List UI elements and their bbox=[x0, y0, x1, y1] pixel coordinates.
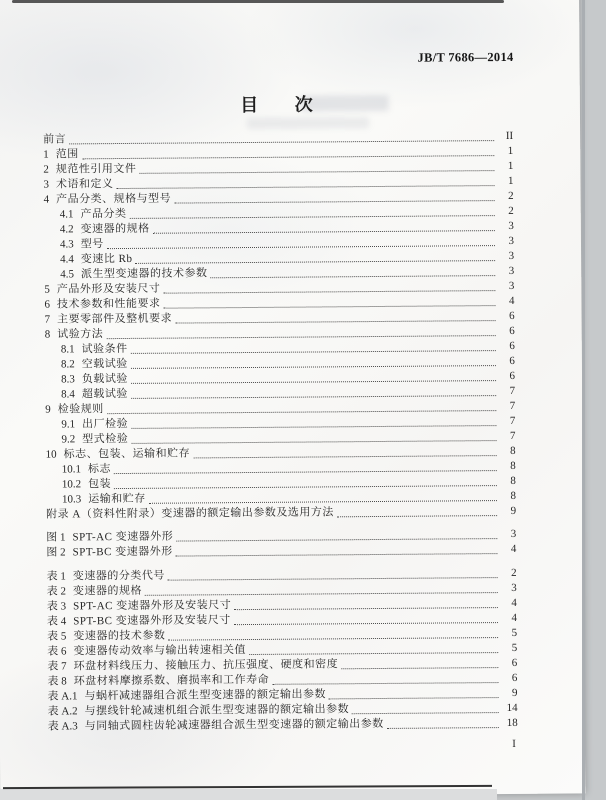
entry-label: 变速器的技术参数 bbox=[73, 629, 166, 643]
entry-label: 空载试验 bbox=[81, 357, 128, 371]
entry-number: 表 2 bbox=[46, 585, 67, 598]
entry-page-number: 6 bbox=[509, 354, 515, 367]
entry-label: SPT-BC 变速器外形 bbox=[72, 545, 173, 559]
dot-leader bbox=[153, 230, 495, 234]
dot-leader bbox=[249, 652, 498, 655]
entry-label: 环盘材料摩擦系数、磨损率和工作寿命 bbox=[73, 673, 270, 688]
entry-label: SPT-BC 变速器外形及安装尺寸 bbox=[73, 614, 231, 628]
entry-number: 9.1 bbox=[61, 418, 76, 431]
scan-edge-line-top bbox=[12, 0, 504, 3]
entry-number: 2 bbox=[43, 163, 49, 176]
entry-label: 包装 bbox=[88, 478, 112, 491]
dot-leader bbox=[107, 410, 496, 414]
table-of-contents bbox=[43, 129, 518, 754]
entry-page-number: 3 bbox=[508, 219, 514, 232]
entry-number: 图 1 bbox=[46, 531, 66, 544]
entry-page-number: 6 bbox=[509, 324, 515, 337]
entry-page-number: 7 bbox=[509, 399, 516, 412]
entry-label: 变速器传动效率与输出转速相关值 bbox=[73, 644, 246, 658]
entry-page-number: 3 bbox=[508, 234, 515, 247]
dot-leader bbox=[163, 290, 495, 294]
entry-label: 变速器的分类代号 bbox=[72, 569, 165, 583]
entry-label: 环盘材料线压力、接触压力、抗压强度、硬度和密度 bbox=[73, 658, 339, 673]
entry-label: 检验规则 bbox=[57, 403, 104, 416]
dot-leader bbox=[210, 275, 495, 278]
entry-number: 表 4 bbox=[46, 615, 67, 628]
entry-page-number: 4 bbox=[510, 542, 517, 555]
toc-main-list bbox=[43, 129, 516, 523]
entry-page-number: 6 bbox=[509, 369, 516, 382]
entry-label: SPT-AC 变速器外形 bbox=[72, 530, 174, 544]
entry-number: 8 bbox=[44, 328, 51, 341]
dot-leader bbox=[234, 607, 498, 610]
entry-page-number: 5 bbox=[511, 641, 518, 654]
entry-label: 技术参数和性能要求 bbox=[56, 297, 161, 311]
entry-number: 5 bbox=[44, 283, 50, 296]
entry-page-number: 8 bbox=[510, 489, 517, 502]
dot-leader bbox=[352, 712, 499, 714]
entry-label: 主要零部件及整机要求 bbox=[57, 312, 173, 326]
entry-label: 标志、包装、运输和贮存 bbox=[63, 447, 191, 461]
entry-page-number: 1 bbox=[507, 159, 514, 172]
dot-leader bbox=[234, 622, 498, 625]
entry-page-number: 6 bbox=[509, 339, 515, 352]
entry-number: 3 bbox=[43, 178, 50, 191]
entry-number: 8.2 bbox=[60, 358, 75, 371]
entry-page-number: 18 bbox=[506, 716, 518, 729]
toc-entry bbox=[46, 542, 516, 561]
entry-page-number: 6 bbox=[511, 656, 518, 669]
entry-number: 表 A.1 bbox=[47, 690, 78, 703]
entry-label: 术语和定义 bbox=[55, 178, 114, 191]
entry-number: 4.2 bbox=[59, 223, 74, 236]
scan-background-strip-bottom bbox=[0, 789, 497, 800]
dot-leader bbox=[272, 682, 498, 685]
entry-label: 附录 A（资料性附录）变速器的额定输出参数及选用方法 bbox=[46, 506, 334, 521]
entry-label: 派生型变速器的技术参数 bbox=[80, 267, 208, 281]
entry-number: 4 bbox=[43, 193, 50, 206]
entry-number: 8.1 bbox=[60, 343, 75, 356]
dot-leader bbox=[149, 500, 497, 504]
entry-label: 规范性引用文件 bbox=[55, 162, 137, 176]
entry-number: 6 bbox=[44, 298, 51, 311]
entry-number: 图 2 bbox=[46, 546, 66, 559]
dot-leader bbox=[145, 592, 498, 596]
entry-page-number: 1 bbox=[507, 144, 514, 157]
entry-page-number: 3 bbox=[508, 264, 515, 277]
dot-leader bbox=[387, 727, 499, 729]
entry-page-number: 14 bbox=[506, 701, 518, 714]
entry-label: 负载试验 bbox=[81, 372, 128, 386]
standard-number: JB/T 7686—2014 bbox=[417, 49, 514, 65]
entry-page-number: 3 bbox=[511, 581, 517, 594]
entry-page-number: 4 bbox=[508, 294, 515, 307]
entry-number: 10 bbox=[45, 448, 57, 461]
entry-page-number: II bbox=[505, 129, 514, 142]
entry-label: 范围 bbox=[55, 148, 79, 161]
entry-page-number: 2 bbox=[511, 566, 517, 579]
entry-page-number: 7 bbox=[509, 384, 516, 397]
entry-number: 表 A.2 bbox=[47, 705, 78, 718]
entry-label: 与摆线针轮减速机组合派生型变速器的额定输出参数 bbox=[84, 703, 350, 718]
dot-leader bbox=[329, 697, 499, 699]
entry-page-number: 7 bbox=[509, 414, 516, 427]
entry-label: 产品分类 bbox=[80, 207, 127, 221]
dot-leader bbox=[175, 320, 495, 324]
entry-page-number: 8 bbox=[510, 474, 516, 487]
entry-page-number: 3 bbox=[510, 527, 517, 540]
entry-page-number: 2 bbox=[508, 204, 514, 217]
entry-number: 10.2 bbox=[61, 478, 82, 491]
entry-page-number: 8 bbox=[510, 459, 516, 472]
entry-label: 型号 bbox=[80, 238, 104, 251]
entry-page-number: 4 bbox=[511, 611, 517, 624]
toc-figures-list bbox=[46, 527, 516, 561]
dot-leader bbox=[114, 485, 497, 489]
dot-leader bbox=[168, 577, 498, 581]
dot-leader bbox=[341, 667, 498, 669]
entry-label: 与蜗杆减速器组合派生型变速器的额定输出参数 bbox=[84, 688, 327, 703]
entry-label: 超载试验 bbox=[81, 387, 128, 401]
entry-page-number: 6 bbox=[509, 309, 515, 322]
dot-leader bbox=[193, 455, 496, 458]
dot-leader bbox=[107, 245, 495, 249]
entry-number: 4.4 bbox=[60, 253, 74, 266]
entry-label: 产品分类、规格与型号 bbox=[56, 192, 172, 206]
toc-entry bbox=[46, 504, 516, 523]
entry-label: 变速器的规格 bbox=[80, 222, 150, 236]
entry-label: 试验方法 bbox=[57, 328, 104, 341]
entry-number: 4.3 bbox=[59, 238, 74, 251]
entry-page-number: 3 bbox=[508, 279, 515, 292]
dot-leader bbox=[337, 515, 497, 517]
bleed-through-ghost bbox=[247, 117, 369, 129]
entry-number: 表 8 bbox=[47, 675, 67, 688]
toc-tables-list bbox=[47, 566, 518, 735]
entry-label: 变速器的规格 bbox=[72, 584, 143, 598]
entry-number: 表 3 bbox=[46, 600, 67, 613]
page-title: 目 次 bbox=[240, 94, 315, 116]
dot-leader bbox=[168, 637, 498, 641]
dot-leader bbox=[131, 365, 496, 369]
entry-page-number: 8 bbox=[510, 444, 516, 457]
scan-edge-seam-right bbox=[582, 0, 585, 800]
entry-label: 产品外形及安装尺寸 bbox=[56, 282, 161, 296]
entry-number: 表 6 bbox=[47, 645, 67, 658]
dot-leader bbox=[176, 553, 498, 557]
entry-label: 标志 bbox=[87, 463, 112, 476]
entry-label: 变速比 Rb bbox=[80, 252, 133, 266]
entry-page-number: 5 bbox=[511, 626, 518, 639]
entry-page-number: 9 bbox=[511, 686, 518, 699]
dot-leader bbox=[114, 470, 497, 474]
entry-page-number: 7 bbox=[509, 429, 516, 442]
dot-leader bbox=[174, 200, 494, 204]
entry-number: 4.1 bbox=[59, 208, 74, 221]
dot-leader bbox=[117, 185, 495, 189]
entry-page-number: 2 bbox=[508, 189, 514, 202]
dot-leader bbox=[131, 380, 496, 384]
entry-number: 4.5 bbox=[60, 268, 75, 281]
entry-page-number: 1 bbox=[507, 174, 514, 187]
entry-number: 8.4 bbox=[61, 388, 75, 401]
dot-leader bbox=[131, 395, 496, 399]
entry-page-number: 4 bbox=[511, 596, 517, 609]
entry-page-number: 3 bbox=[508, 249, 515, 262]
entry-number: 8.3 bbox=[60, 373, 75, 386]
entry-number: 10.3 bbox=[61, 493, 82, 506]
dot-leader bbox=[131, 440, 496, 444]
dot-leader bbox=[130, 215, 495, 219]
entry-number: 7 bbox=[44, 313, 51, 326]
entry-number: 1 bbox=[43, 148, 49, 161]
entry-label: 出厂检验 bbox=[82, 417, 129, 431]
dot-leader bbox=[135, 260, 495, 264]
entry-number: 9.2 bbox=[61, 433, 76, 446]
folio-page-number: I bbox=[512, 737, 516, 750]
entry-label: 与同轴式圆柱齿轮减速器组合派生型变速器的额定输出参数 bbox=[84, 717, 384, 733]
entry-number: 9 bbox=[45, 403, 51, 416]
entry-label: 试验条件 bbox=[81, 342, 128, 356]
dot-leader bbox=[106, 335, 495, 339]
entry-page-number: 6 bbox=[511, 671, 518, 684]
entry-number: 10.1 bbox=[61, 463, 82, 476]
dot-leader bbox=[163, 305, 495, 309]
entry-number: 表 5 bbox=[47, 630, 67, 643]
entry-label: 运输和贮存 bbox=[88, 492, 146, 506]
entry-number: 表 A.3 bbox=[47, 720, 78, 733]
entry-label: 前言 bbox=[43, 133, 67, 146]
dot-leader bbox=[139, 170, 494, 174]
entry-label: 型式检验 bbox=[82, 432, 129, 446]
entry-label: SPT-AC 变速器外形及安装尺寸 bbox=[73, 599, 232, 613]
dot-leader bbox=[131, 350, 496, 354]
toc-entry bbox=[48, 716, 518, 735]
dot-leader bbox=[176, 538, 497, 542]
entry-number: 表 1 bbox=[46, 570, 66, 583]
dot-leader bbox=[131, 425, 496, 429]
entry-number: 表 7 bbox=[47, 660, 67, 673]
entry-page-number: 9 bbox=[510, 504, 517, 517]
